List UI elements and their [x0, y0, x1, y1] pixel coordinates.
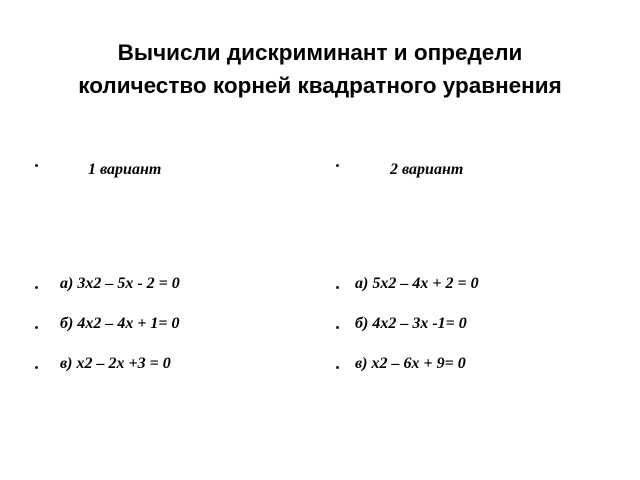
bullet-icon [336, 164, 339, 167]
variant-2-item-a: а) 5х2 – 4х + 2 = 0 [355, 275, 479, 292]
variant-1-item-c: в) х2 – 2х +3 = 0 [60, 355, 171, 372]
variant-2-heading: 2 вариант [390, 161, 464, 178]
bullet-icon [336, 366, 339, 369]
slide-title-line-2: количество корней квадратного уравнения [78, 73, 562, 98]
bullet-icon [336, 286, 339, 289]
bullet-icon [35, 326, 38, 329]
bullet-icon [35, 164, 38, 167]
bullet-icon [35, 366, 38, 369]
variant-1-item-a: а) 3х2 – 5х - 2 = 0 [60, 275, 180, 292]
slide-title-line-1: Вычисли дискриминант и определи [117, 40, 523, 65]
bullet-icon [336, 326, 339, 329]
variant-2-item-b: б) 4х2 – 3х -1= 0 [355, 315, 467, 332]
variant-1-item-b: б) 4х2 – 4х + 1= 0 [60, 315, 180, 332]
variant-1-heading: 1 вариант [88, 161, 162, 178]
bullet-icon [35, 286, 38, 289]
slide-title [0, 36, 640, 102]
variant-2-item-c: в) х2 – 6х + 9= 0 [355, 355, 466, 372]
